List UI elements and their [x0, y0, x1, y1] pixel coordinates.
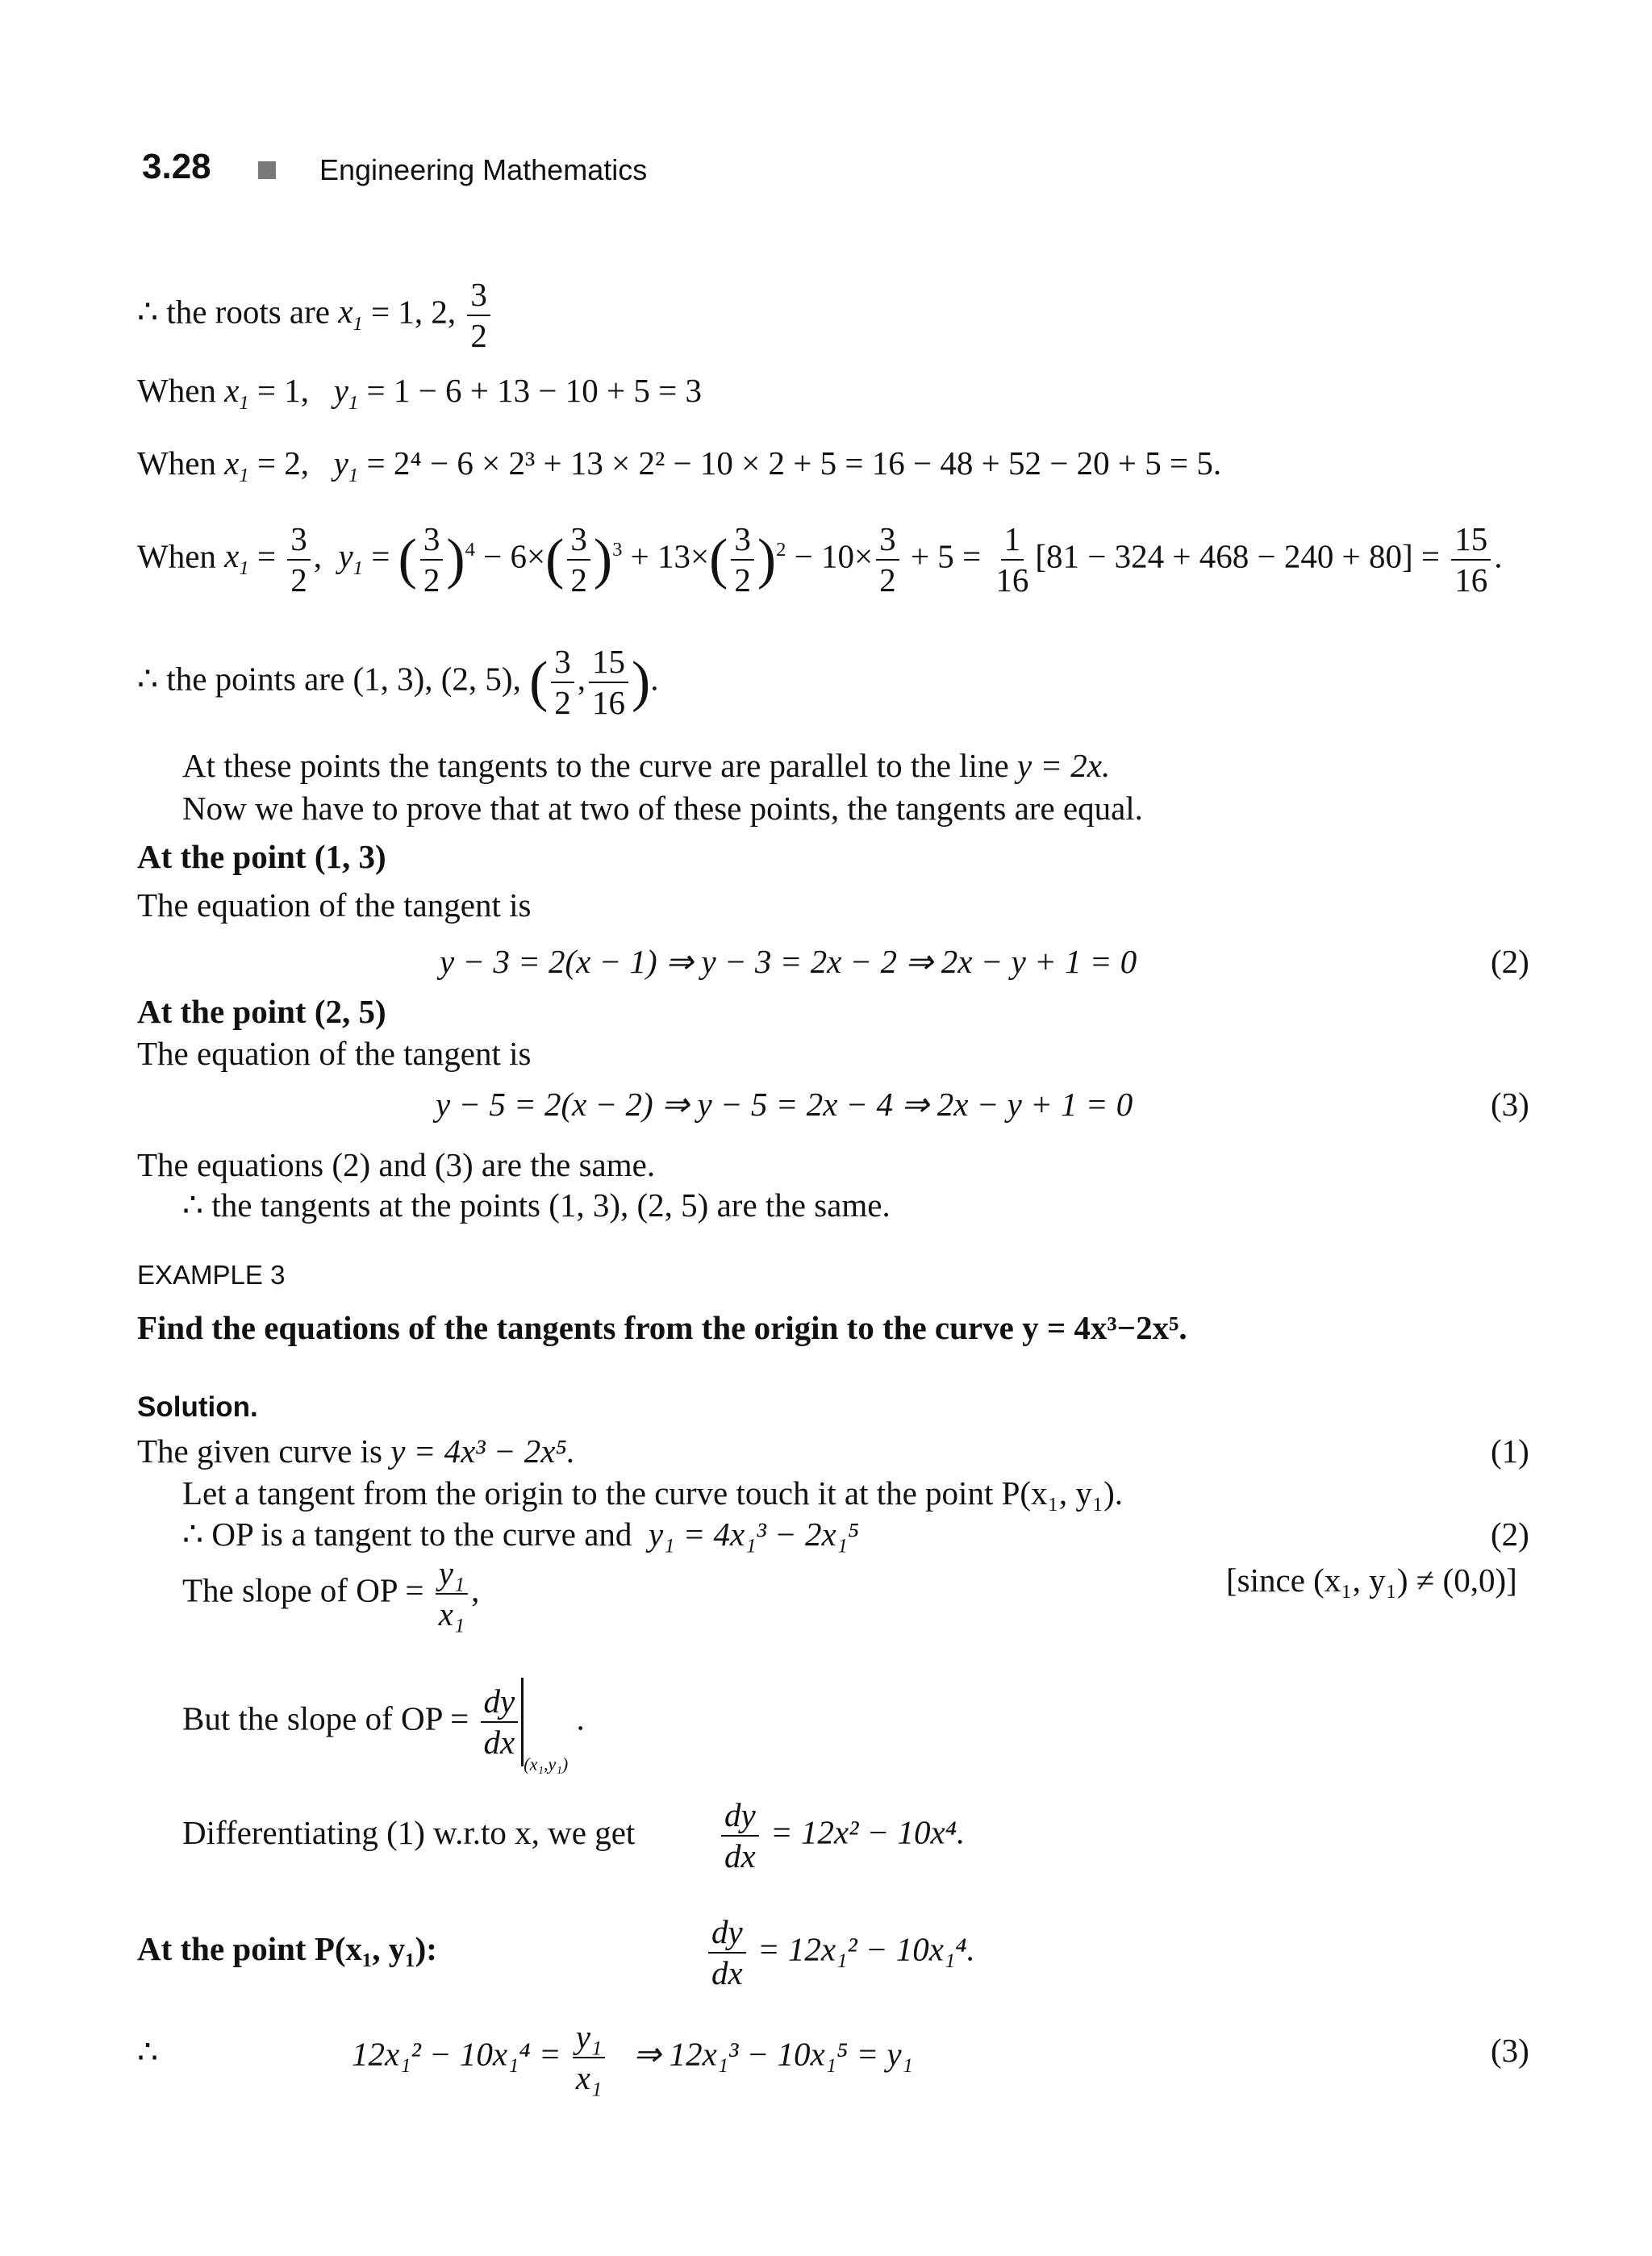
s6-eq-line: [718, 1796, 966, 1874]
when-3-line: When $x_1$ = $\frac{3}{2}$ , $y_1$ = ( $\frac{3}{2}$ )$^4$ − 6×( $\frac{3}{2}$ )$^3$ + 13×( $\frac{3}{2}$ )$^2$ − 10× $\frac{3}{2}$ + 5 = $\frac{1}{16}$ [81 − 324 + 468 − 240 + 80] = $\frac{15}{16}$ .: [137, 520, 1503, 598]
s1-text: The given curve is: [137, 1432, 382, 1470]
s5-den: dx: [483, 1724, 515, 1761]
s8-lhs: 12x₁² − 10x₁⁴ =: [352, 2035, 561, 2073]
solution-line-6: Differentiating (1) w.r.to x, we get: [182, 1814, 636, 1851]
s7-eq-line: [705, 1913, 975, 1991]
header-square-icon: [258, 161, 276, 179]
s4-num: y₁: [436, 1557, 468, 1595]
s7-den: dx: [711, 1954, 743, 1991]
solution-line-7: At the point P(x₁, y₁):: [137, 1930, 437, 1967]
s6-num: dy: [721, 1799, 759, 1837]
s4-den: x₁: [438, 1595, 465, 1633]
s8-num: y₁: [573, 2020, 605, 2058]
equation-3-tag: (3): [1491, 1086, 1529, 1123]
s4-text: The slope of OP =: [182, 1571, 424, 1609]
when1-tail: = 1,: [257, 372, 310, 409]
s6-eq: = 12x² − 10x⁴.: [770, 1813, 966, 1851]
s8-den: x₁: [575, 2059, 603, 2096]
s7-eq: = 12x₁² − 10x₁⁴.: [757, 1930, 975, 1968]
when2-eq: = 2⁴ − 6 × 2³ + 13 × 2² − 10 × 2 + 5 = 16 − 48 + 52 − 20 + 5 = 5.: [366, 444, 1222, 482]
when3-bracket: [81 − 324 + 468 − 240 + 80] =: [1035, 537, 1441, 575]
heading-point-1-3: At the point (1, 3): [137, 838, 386, 875]
when-label: When: [137, 444, 216, 482]
same-line-1: The equations (2) and (3) are the same.: [137, 1146, 656, 1183]
roots-prefix: ∴ the roots are: [137, 293, 330, 331]
roots-frac-den: 2: [470, 317, 487, 354]
example-problem: Find the equations of the tangents from the origin to the curve y = 4x³−2x⁵.: [137, 1309, 1187, 1346]
roots-values: = 1, 2,: [370, 293, 457, 331]
when-2-line: When $x_1 = 2$, $y_1 = 2^4 - 6 \times 2^3 + 13 \times 2^2 - 10 \times 2 + 5 = 16 - 48 + 52 - 20 + 5 = 5$.: [137, 444, 1222, 487]
solution-label: Solution.: [137, 1391, 258, 1423]
points-line: ∴ the points are (1, 3), (2, 5), ( $\frac{3}{2}$ , $\frac{15}{16}$ ).: [137, 643, 659, 721]
para-1-text: At these points the tangents to the curve are parallel to the line: [182, 747, 1009, 784]
s1-eq: y = 4x³ − 2x⁵.: [390, 1432, 575, 1470]
s6-den: dx: [724, 1837, 756, 1874]
book-title: Engineering Mathematics: [319, 153, 648, 186]
solution-line-5: But the slope of OP = $\frac{dy}{dx}$ $_{(x_1,y_1)}$ .: [182, 1678, 585, 1774]
s3-tag: (2): [1491, 1516, 1529, 1553]
s8-therefore: ∴: [137, 2033, 159, 2070]
s5-num: dy: [481, 1685, 519, 1723]
s8-rhs: ⇒ 12x₁³ − 10x₁⁵ = y₁: [633, 2035, 913, 2073]
s3-text: ∴ OP is a tangent to the curve and: [182, 1516, 632, 1553]
when-label: When: [137, 372, 216, 409]
example-label: EXAMPLE 3: [137, 1260, 286, 1290]
when-1-line: When $x_1 = 1$, $y_1 = 1 - 6 + 13 - 10 + 5 = 3$: [137, 372, 703, 415]
tangent-label-2: The equation of the tangent is: [137, 1035, 532, 1072]
s8-eq-line: [352, 2020, 913, 2095]
page-number: 3.28: [142, 147, 211, 186]
s4-note: [since (x₁, y₁) ≠ (0,0)]: [1226, 1562, 1517, 1599]
para-2: Now we have to prove that at two of these points, the tangents are equal.: [182, 790, 1143, 827]
tangent-label-1: The equation of the tangent is: [137, 886, 532, 924]
solution-line-4: The slope of OP = $\frac{\text{y₁}}{\text{x₁}}$ ,: [182, 1554, 480, 1633]
when1-eq: = 1 − 6 + 13 − 10 + 5 = 3: [366, 372, 703, 409]
when2-tail: = 2,: [257, 444, 310, 482]
points-prefix: ∴ the points are (1, 3), (2, 5),: [137, 660, 521, 698]
s3-eq: y₁ = 4x₁³ − 2x₁⁵: [648, 1516, 860, 1553]
solution-line-1: [137, 1432, 575, 1470]
s8-tag: (3): [1491, 2032, 1529, 2069]
equation-3: y − 5 = 2(x − 2) ⇒ y − 5 = 2x − 4 ⇒ 2x − y + 1 = 0: [436, 1086, 1133, 1123]
heading-point-2-5: At the point (2, 5): [137, 993, 386, 1030]
s1-tag: (1): [1491, 1432, 1529, 1470]
roots-frac-num: 3: [467, 278, 490, 316]
roots-line: ∴ the roots are $x_1 = 1$, 2, $\frac{3}{2}$: [137, 278, 494, 352]
equation-2: y − 3 = 2(x − 1) ⇒ y − 3 = 2x − 2 ⇒ 2x − y + 1 = 0: [440, 943, 1137, 980]
same-line-2: ∴ the tangents at the points (1, 3), (2, 5) are the same.: [182, 1186, 891, 1224]
s5-text: But the slope of OP =: [182, 1699, 469, 1737]
para-1: [182, 746, 1110, 785]
equation-2-tag: (2): [1491, 943, 1529, 980]
solution-line-2: Let a tangent from the origin to the curve touch it at the point P(x₁, y₁).: [182, 1474, 1124, 1512]
s7-num: dy: [708, 1916, 746, 1954]
para-1-eq: y = 2x.: [1016, 747, 1111, 784]
when-label: When: [137, 537, 216, 575]
s5-sub: (x₁,y₁): [524, 1754, 569, 1774]
solution-line-3: [182, 1515, 859, 1553]
